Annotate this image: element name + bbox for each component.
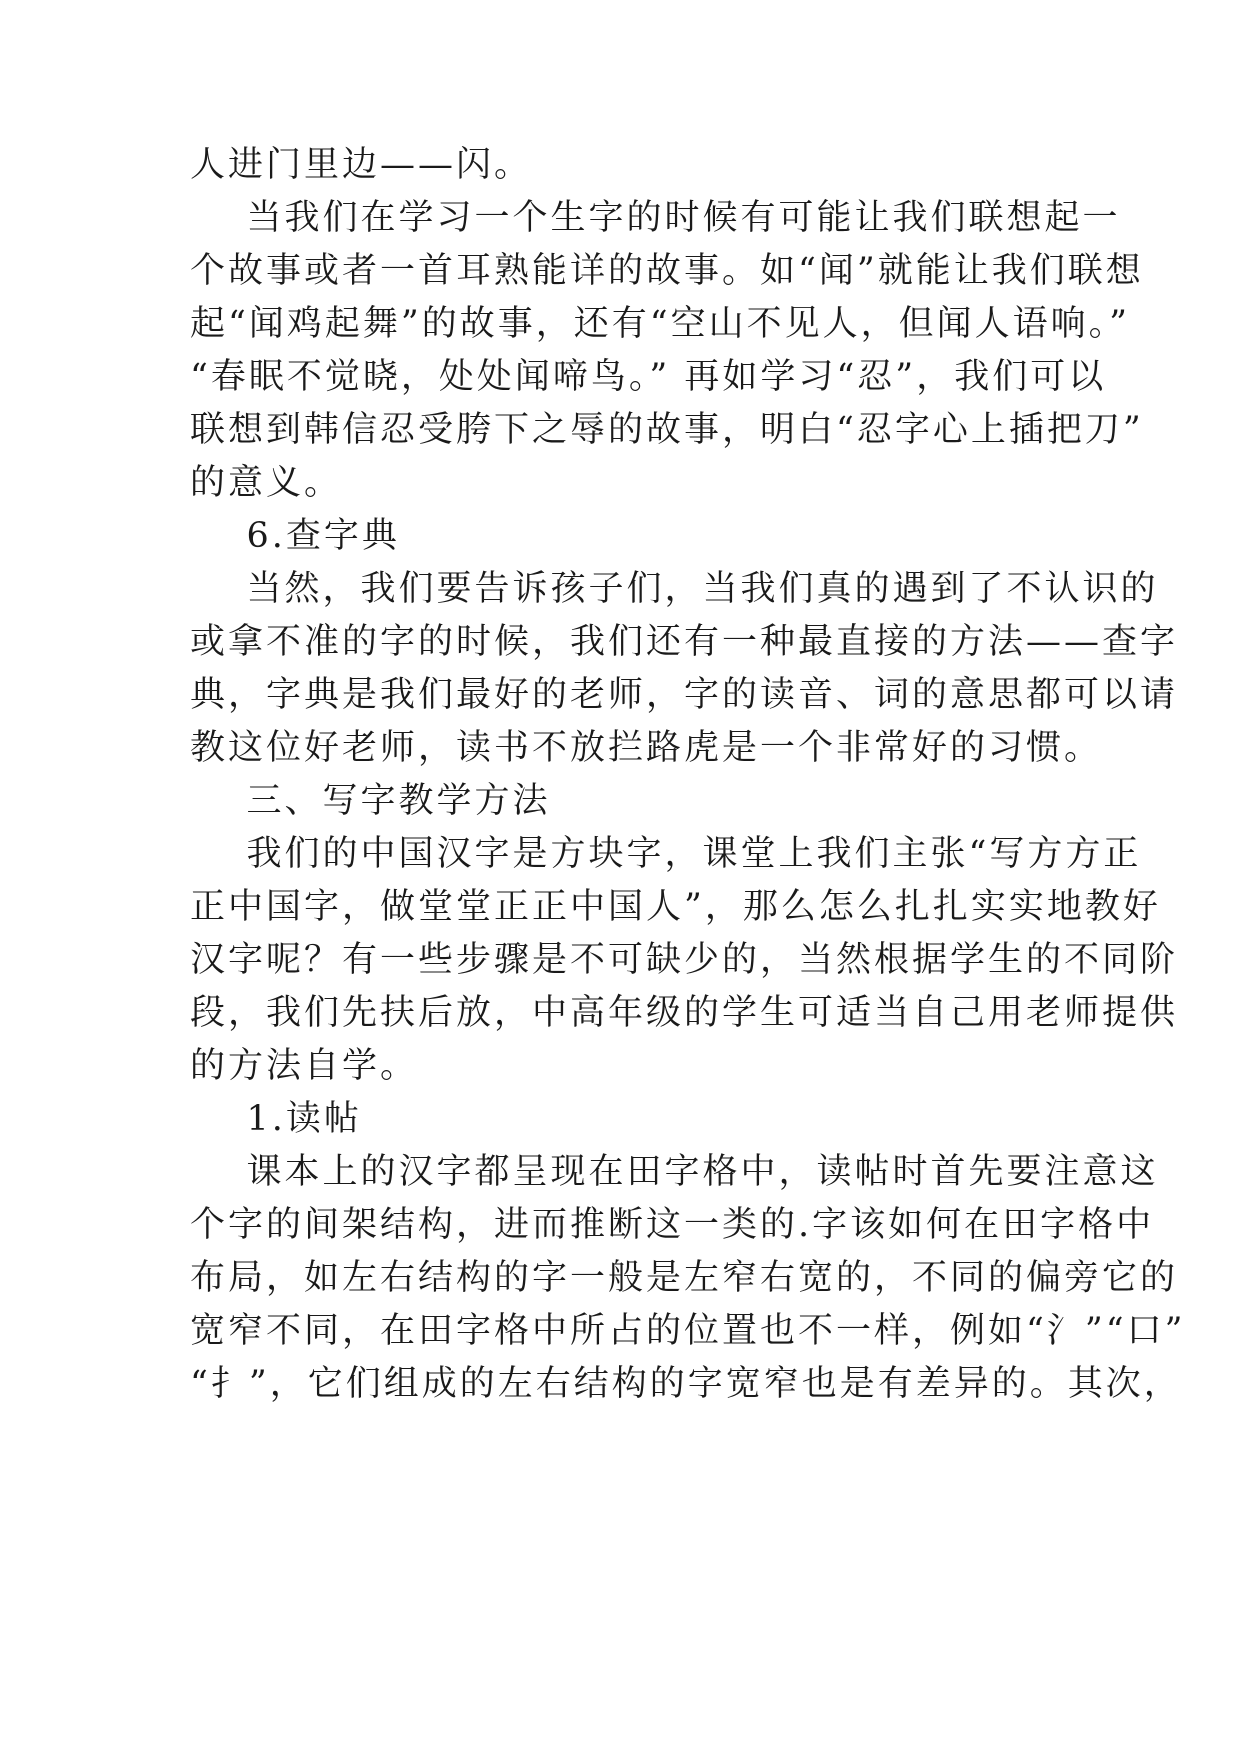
text-line: 段，我们先扶后放，中高年级的学生可适当自己用老师提供: [190, 993, 1179, 1033]
text-line: 典，字典是我们最好的老师，字的读音、词的意思都可以请: [190, 675, 1179, 715]
text-line: 当然，我们要告诉孩子们，当我们真的遇到了不认识的: [190, 569, 1159, 609]
text-line: 人进门里边——闪。: [190, 145, 533, 185]
text-line: 宽窄不同，在田字格中所占的位置也不一样，例如“氵”“口”: [190, 1311, 1186, 1351]
text-line: 教这位好老师，读书不放拦路虎是一个非常好的习惯。: [190, 728, 1103, 768]
text-line: 我们的中国汉字是方块字，课堂上我们主张“写方方正: [190, 834, 1142, 874]
section-heading: 1.读帖: [190, 1099, 362, 1139]
text-line: “春眠不觉晓，处处闻啼鸟。” 再如学习“忍”，我们可以: [190, 357, 1107, 397]
text-line: 的方法自学。: [190, 1046, 419, 1086]
section-heading: 6.查字典: [190, 516, 400, 556]
text-line: 个故事或者一首耳熟能详的故事。如“闻”就能让我们联想: [190, 251, 1144, 291]
text-line: 当我们在学习一个生字的时候有可能让我们联想起一: [190, 198, 1121, 238]
text-line: “扌”，它们组成的左右结构的字宽窄也是有差异的。其次，: [190, 1364, 1182, 1404]
text-line: 汉字呢？有一些步骤是不可缺少的，当然根据学生的不同阶: [190, 940, 1179, 980]
text-line: 布局，如左右结构的字一般是左窄右宽的，不同的偏旁它的: [190, 1258, 1179, 1298]
text-line: 或拿不准的字的时候，我们还有一种最直接的方法——查字: [190, 622, 1179, 662]
text-line: 起“闻鸡起舞”的故事，还有“空山不见人，但闻人语响。”: [190, 304, 1131, 344]
section-heading: 三、写字教学方法: [190, 781, 551, 821]
text-line: 正中国字，做堂堂正正中国人”，那么怎么扎扎实实地教好: [190, 887, 1161, 927]
text-line: 个字的间架结构，进而推断这一类的.字该如何在田字格中: [190, 1205, 1155, 1245]
text-line: 联想到韩信忍受胯下之辱的故事，明白“忍字心上插把刀”: [190, 410, 1144, 450]
text-line: 的意义。: [190, 463, 343, 503]
text-line: 课本上的汉字都呈现在田字格中，读帖时首先要注意这: [190, 1152, 1159, 1192]
